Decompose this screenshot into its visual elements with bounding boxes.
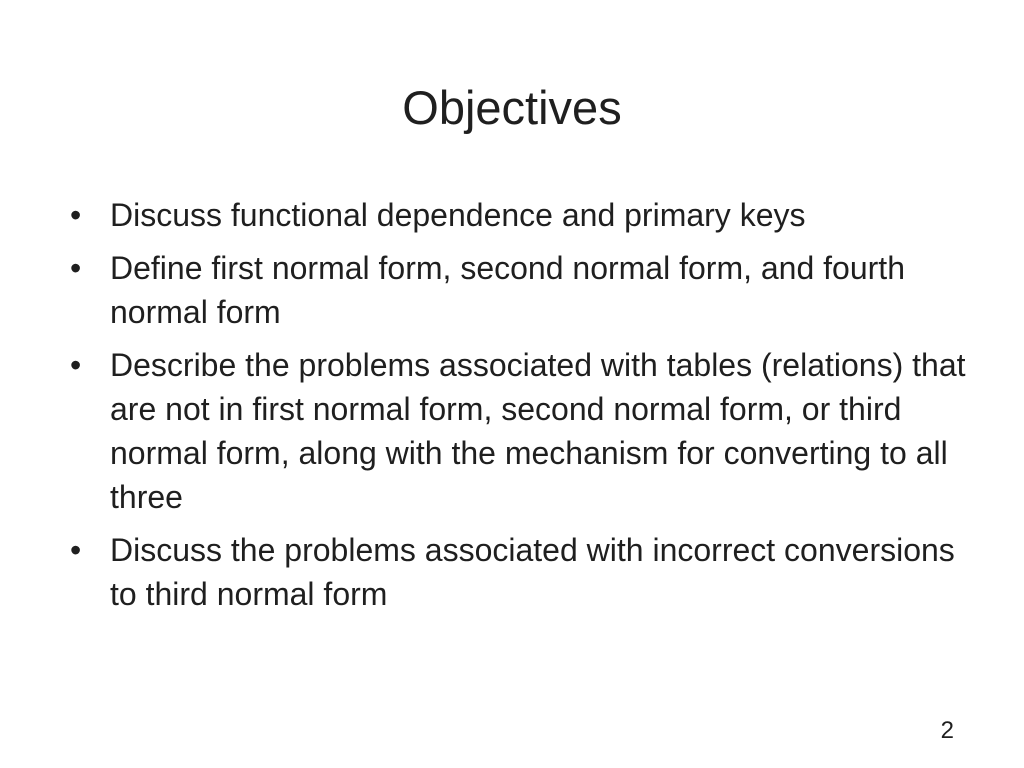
list-item [70,343,970,519]
list-item [70,246,970,334]
bullet-text: Define first normal form, second normal form, and fourth normal form [110,250,905,330]
list-item [70,193,970,237]
objectives-list [70,193,970,625]
bullet-icon: • [70,250,82,286]
page-number: 2 [940,717,954,744]
list-item [70,528,970,616]
bullet-text: Discuss the problems associated with incorrect conversions to third normal form [110,532,955,612]
bullet-text: Discuss functional dependence and primary keys [110,197,806,233]
bullet-icon: • [70,347,82,383]
bullet-icon: • [70,197,82,233]
bullet-text: Describe the problems associated with tables (relations) that are not in first normal form, second normal form, or third normal form, along with the mechanism for converting to all three [110,347,966,515]
slide-title: Objectives [402,81,622,134]
bullet-icon: • [70,532,82,568]
